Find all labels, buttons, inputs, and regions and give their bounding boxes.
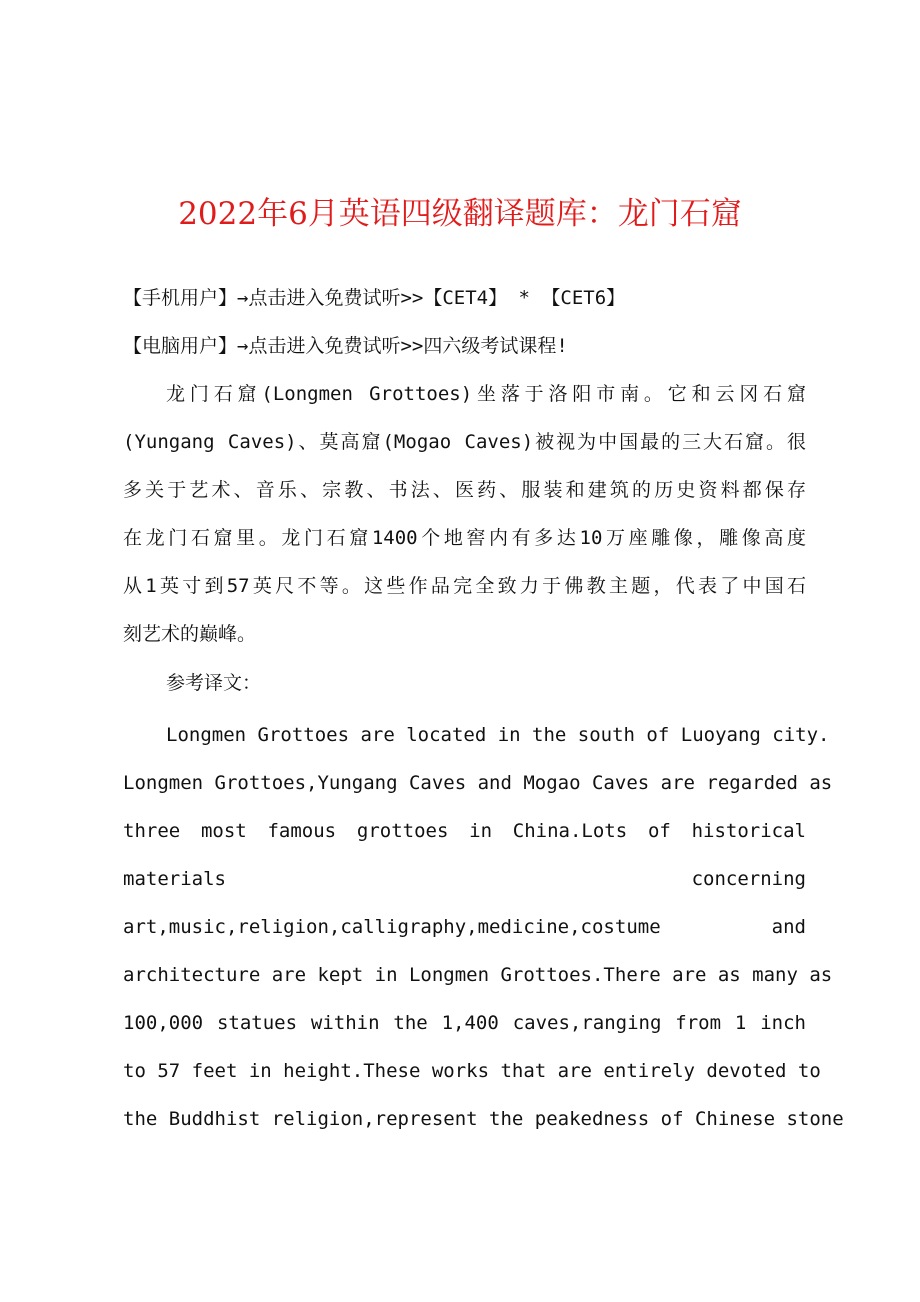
mobile-promo-link[interactable]: 【手机用户】→点击进入免费试听>>【CET4】 * 【CET6】 bbox=[123, 287, 626, 309]
english-paragraph-line: three most famous grottoes in China.Lots of historical bbox=[123, 820, 806, 842]
english-paragraph-line: Longmen Grottoes are located in the south of Luoyang city. bbox=[166, 724, 830, 746]
english-paragraph-line: architecture are kept in Longmen Grottoes.There are as many as bbox=[123, 964, 833, 986]
english-paragraph-line: art,music,religion,calligraphy,medicine,costume and bbox=[123, 916, 806, 938]
chinese-paragraph-line: 在龙门石窟里。龙门石窟1400个地窖内有多达10万座雕像，雕像高度 bbox=[123, 527, 806, 549]
english-paragraph-line: materials concerning bbox=[123, 868, 806, 890]
reference-translation-label: 参考译文： bbox=[166, 672, 262, 694]
english-paragraph-line: Longmen Grottoes,Yungang Caves and Mogao Caves are regarded as bbox=[123, 772, 833, 794]
chinese-paragraph-line: 龙门石窟(Longmen Grottoes)坐落于洛阳市南。它和云冈石窟 bbox=[166, 383, 806, 405]
pc-promo-link[interactable]: 【电脑用户】→点击进入免费试听>>四六级考试课程! bbox=[123, 335, 568, 357]
chinese-paragraph-line: 从1英寸到57英尺不等。这些作品完全致力于佛教主题，代表了中国石 bbox=[123, 575, 806, 597]
page-title: 2022年6月英语四级翻译题库：龙门石窟 bbox=[178, 196, 742, 232]
chinese-paragraph-line: (Yungang Caves)、莫高窟(Mogao Caves)被视为中国最的三大石窟。很 bbox=[123, 431, 806, 453]
chinese-paragraph-line: 多关于艺术、音乐、宗教、书法、医药、服装和建筑的历史资料都保存 bbox=[123, 479, 806, 501]
english-paragraph-line: the Buddhist religion,represent the peakedness of Chinese stone bbox=[123, 1108, 844, 1130]
chinese-paragraph-line: 刻艺术的巅峰。 bbox=[123, 623, 257, 645]
english-paragraph-line: 100,000 statues within the 1,400 caves,ranging from 1 inch bbox=[123, 1012, 806, 1034]
english-paragraph-line: to 57 feet in height.These works that are entirely devoted to bbox=[123, 1060, 821, 1082]
